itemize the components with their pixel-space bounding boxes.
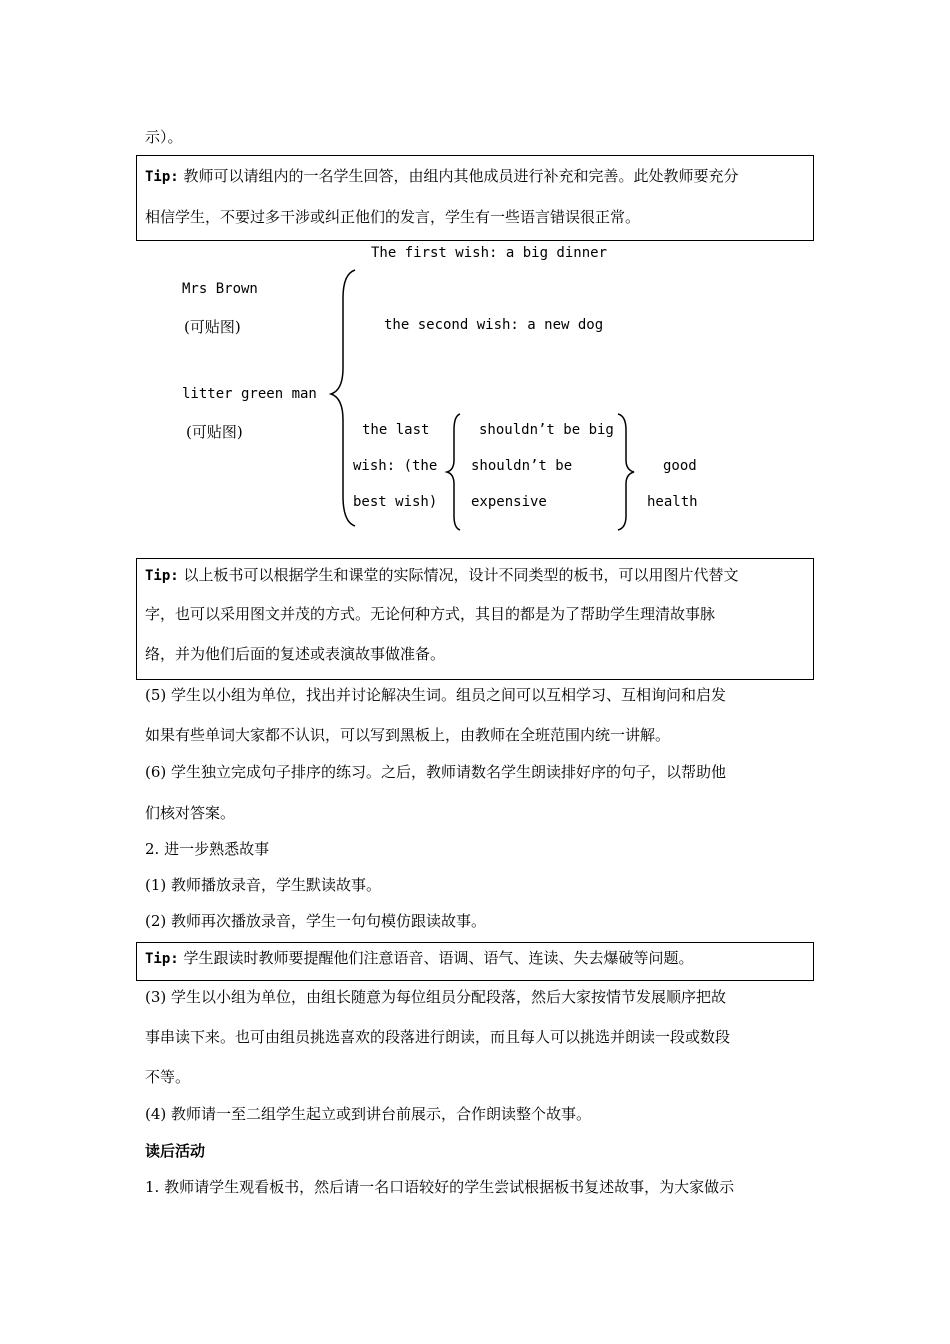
board-result-2: health (647, 494, 698, 510)
post-reading-1: 1. 教师请学生观看板书，然后请一名口语较好的学生尝试根据板书复述故事，为大家做示 (145, 1178, 735, 1196)
board-last-wish-1: the last (362, 422, 430, 438)
para-s4: (4) 教师请一至二组学生起立或到讲台前展示，合作朗读整个故事。 (145, 1105, 592, 1123)
para-5-line-2: 如果有些单词大家都不认识，可以写到黑板上，由教师在全班范围内统一讲解。 (145, 726, 671, 744)
para-s2: (2) 教师再次播放录音，学生一句句模仿跟读故事。 (145, 912, 487, 930)
tip-2-text-1: 以上板书可以根据学生和课堂的实际情况，设计不同类型的板书，可以用图片代替文 (178, 566, 739, 584)
tip-1-line-1 (145, 165, 739, 186)
para-s3-line-1: (3) 学生以小组为单位，由组长随意为每位组员分配段落，然后大家按情节发展顺序把故 (145, 988, 727, 1006)
tip-2-line-3: 络，并为他们后面的复述或表演故事做准备。 (145, 645, 446, 663)
tip-box-1 (136, 155, 814, 241)
board-little-man: litter green man (182, 386, 317, 402)
tip-box-3 (136, 942, 814, 981)
tip-1-key: Tip: (145, 169, 179, 185)
board-first-wish: The first wish: a big dinner (371, 245, 608, 261)
para-6-line-2: 们核对答案。 (145, 804, 236, 822)
tip-2-key: Tip: (145, 568, 179, 584)
tip-1-line-2: 相信学生，不要过多干涉或纠正他们的发言，学生有一些语言错误很正常。 (145, 208, 641, 226)
tip-2-line-1 (145, 564, 739, 585)
tip-box-2 (136, 558, 814, 680)
section-2-heading: 2. 进一步熟悉故事 (145, 840, 270, 858)
tip-2-line-2: 字，也可以采用图文并茂的方式。无论何种方式，其目的都是为了帮助学生理清故事脉 (145, 605, 716, 623)
tip-1-text-1: 教师可以请组内的一名学生回答，由组内其他成员进行补充和完善。此处教师要充分 (178, 167, 739, 185)
board-mrs-brown-note: (可贴图) (184, 318, 241, 336)
right-brace-icon (614, 412, 638, 532)
para-s3-line-3: 不等。 (145, 1068, 191, 1086)
big-left-brace-icon (325, 268, 365, 528)
tip-3-key: Tip: (145, 951, 179, 967)
post-reading-heading: 读后活动 (145, 1142, 206, 1160)
board-condition-2: shouldn’t be (471, 458, 573, 474)
para-6-line-1: (6) 学生独立完成句子排序的练习。之后，教师请数名学生朗读排好序的句子，以帮助他 (145, 763, 727, 781)
board-mrs-brown: Mrs Brown (182, 281, 258, 297)
board-condition-1: shouldn’t be big (479, 422, 614, 438)
board-result-1: good (663, 458, 697, 474)
board-little-man-note: (可贴图) (186, 423, 243, 441)
para-s3-line-2: 事串读下来。也可由组员挑选喜欢的段落进行朗读，而且每人可以挑选并朗读一段或数段 (145, 1028, 731, 1046)
para-5-line-1: (5) 学生以小组为单位，找出并讨论解决生词。组员之间可以互相学习、互相询问和启发 (145, 686, 727, 704)
intro-tail-text: 示）。 (145, 128, 183, 146)
board-second-wish: the second wish: a new dog (384, 317, 604, 333)
para-s1: (1) 教师播放录音，学生默读故事。 (145, 876, 382, 894)
board-condition-3: expensive (471, 494, 547, 510)
board-last-wish-3: best wish) (353, 494, 438, 510)
small-left-brace-icon (444, 412, 464, 532)
board-last-wish-2: wish: (the (353, 458, 438, 474)
tip-3-line-1 (145, 947, 694, 968)
tip-3-text-1: 学生跟读时教师要提醒他们注意语音、语调、语气、连读、失去爆破等问题。 (178, 949, 694, 967)
